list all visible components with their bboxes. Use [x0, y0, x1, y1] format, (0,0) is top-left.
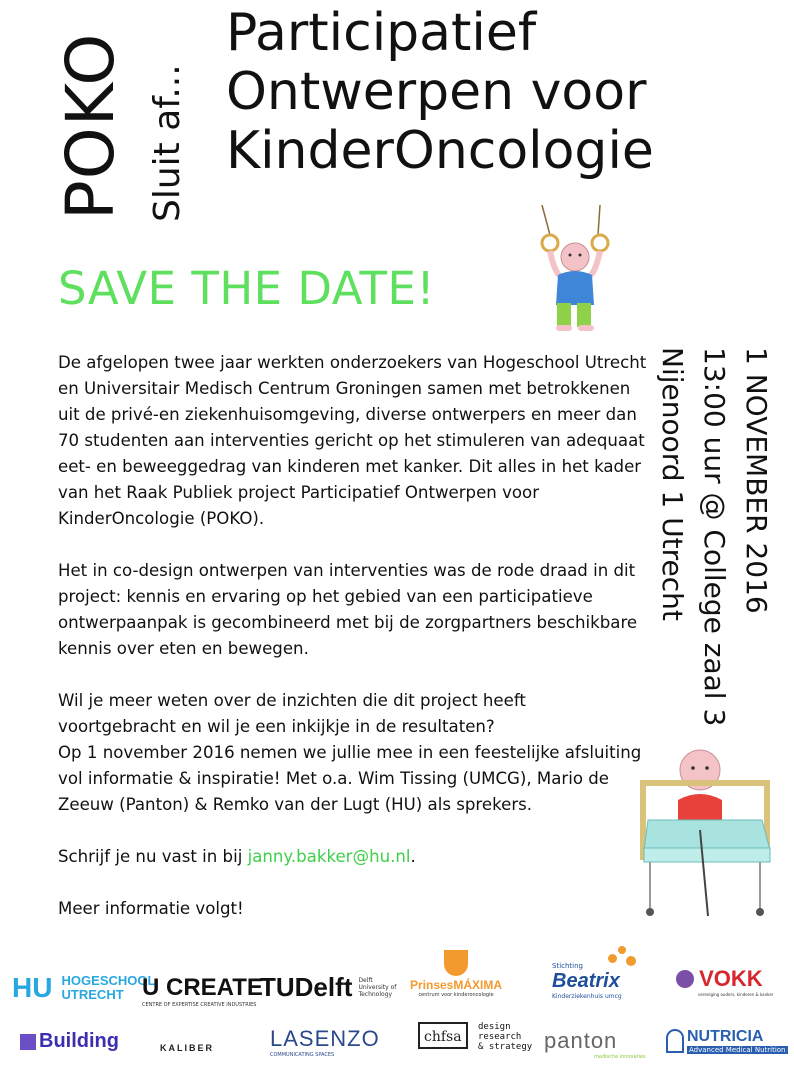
ucreate-logo — [142, 974, 263, 1008]
dr-line-2: research — [478, 1032, 522, 1042]
beatrix-small: Stichting — [552, 962, 583, 970]
maxima-sub: centrum voor kinderoncologie — [418, 992, 494, 998]
title-line-2: Ontwerpen voor — [226, 61, 647, 122]
dr-line-3: & strategy — [478, 1042, 533, 1052]
maxima-shield-icon — [444, 950, 468, 976]
nutricia-name: NUTRICIA — [687, 1028, 764, 1045]
panton-name: panton — [544, 1028, 618, 1053]
ucreate-sub: CENTRE OF EXPERTISE CREATIVE INDUSTRIES — [142, 1002, 257, 1008]
chfsa-logo — [418, 1022, 468, 1049]
title-line-1: Participatief — [226, 3, 537, 63]
hu-mark: HU — [12, 972, 53, 1003]
building-logo — [20, 1030, 119, 1053]
building-name: Building — [39, 1030, 119, 1052]
hu-line-2: UTRECHT — [61, 987, 124, 1002]
ucreate-name: U CREATE — [142, 974, 263, 1001]
tudelft-sub-3: Technology — [358, 991, 393, 998]
kaliber-name: KALIBER — [160, 1043, 214, 1053]
vokk-name: VOKK — [699, 966, 763, 991]
hu-line-1: HOGESCHOOL — [61, 973, 156, 988]
event-address: Nijenoord 1 Utrecht — [656, 347, 689, 621]
chfsa-name: chfsa — [424, 1029, 462, 1045]
signup-period: . — [410, 847, 416, 866]
event-time-location: 13:00 uur @ College zaal 3 — [698, 347, 731, 727]
tudelft-name: TUDelft — [260, 972, 353, 1002]
body-paragraph-3a: Wil je meer weten over de inzichten die dit project heeft voortgebracht en wil je een inkijkje in de resultaten? — [58, 691, 526, 736]
prinses-maxima-logo — [410, 950, 502, 998]
building-square-icon — [20, 1034, 36, 1050]
lasenzo-logo — [270, 1026, 380, 1058]
vokk-logo — [676, 966, 773, 997]
body-paragraph-2: Het in co-design ontwerpen van interventies was de rode draad in dit project: kennis en ervaring op het gebied van een participatieve ontwerpaanpak is gecombineerd met bij de zorgpartners beschikbare kennis over eten en bewegen. — [58, 561, 638, 658]
nutricia-sub: Advanced Medical Nutrition — [689, 1046, 786, 1054]
design-research-strategy-logo — [478, 1022, 532, 1052]
body-paragraph-3b: Op 1 november 2016 nemen we jullie mee in een feestelijke afsluiting vol informatie & inspiratie! Met o.a. Wim Tissing (UMCG), Mario de Zeeuw (Panton) & Remko van der Lugt (HU) als sprekers. — [58, 743, 642, 814]
title-line-3: KinderOncologie — [226, 120, 654, 181]
panton-logo — [544, 1028, 646, 1060]
tudelft-sub-2: University of — [358, 984, 397, 991]
nutricia-logo — [666, 1028, 788, 1054]
vokk-sub: vereniging ouders, kinderen & kanker — [698, 992, 774, 997]
lasenzo-name: LASENZO — [270, 1026, 380, 1051]
beatrix-dots-icon — [604, 944, 638, 974]
kaliber-logo — [160, 1036, 214, 1055]
child-in-hospital-bed-illustration — [630, 740, 780, 920]
event-date: 1 NOVEMBER 2016 — [740, 347, 773, 614]
body-paragraph-4 — [58, 844, 648, 870]
signup-text: Schrijf je nu vast in bij — [58, 847, 248, 866]
body-paragraph-1: De afgelopen twee jaar werkten onderzoekers van Hogeschool Utrecht en Universitair Medisch Centrum Groningen samen met betrokkenen uit de privé-en ziekenhuisomgeving, diverse ontwerpers en meer dan 70 studenten aan interventies gericht op het stimuleren van adequaat eet- en beweeggedrag van kinderen met kanker. Dit alles in het kader van het Raak Publiek project Participatief Ontwerpen voor KinderOncologie (POKO). — [58, 353, 647, 528]
poko-vertical-title: POKO — [52, 32, 129, 220]
hu-logo — [12, 972, 155, 1004]
body-paragraph-5: Meer informatie volgt! — [58, 899, 244, 918]
tudelft-logo — [260, 972, 396, 1003]
child-on-rings-illustration — [530, 205, 620, 335]
panton-sub: medische innovaties — [594, 1054, 646, 1060]
nutricia-emblem-icon — [666, 1029, 684, 1053]
page-title — [226, 4, 654, 180]
body-text — [58, 350, 648, 948]
beatrix-logo — [552, 962, 622, 1000]
save-the-date-heading: SAVE THE DATE! — [58, 262, 435, 315]
body-paragraph-3 — [58, 688, 648, 818]
email-link[interactable]: janny.bakker@hu.nl — [247, 847, 411, 866]
beatrix-sub: Kinderziekenhuis umcg — [552, 993, 622, 1000]
vokk-emblem-icon — [676, 970, 694, 988]
beatrix-name: Beatrix — [552, 970, 620, 992]
dr-line-1: design — [478, 1022, 511, 1032]
lasenzo-sub: COMMUNICATING SPACES — [270, 1052, 335, 1058]
tudelft-sub-1: Delft — [358, 977, 373, 984]
sluit-af-vertical-text: Sluit af... — [147, 64, 188, 222]
maxima-name: PrinsesMÁXIMA — [410, 978, 503, 992]
